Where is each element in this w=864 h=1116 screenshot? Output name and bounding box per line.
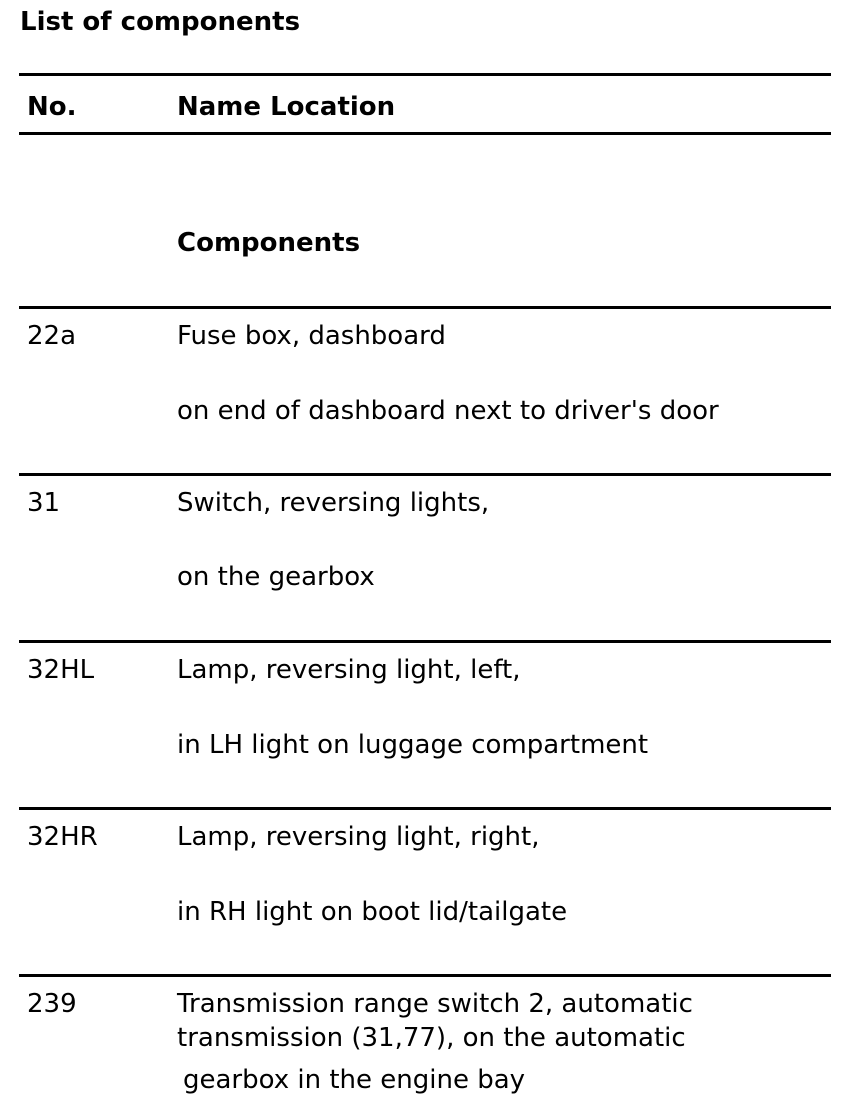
table-top-rule [19, 73, 831, 76]
column-header-name-location: Name Location [177, 92, 396, 122]
row-divider [19, 640, 831, 643]
component-number: 32HL [27, 655, 95, 685]
component-description-line: gearbox in the engine bay [183, 1065, 526, 1095]
component-description-line: transmission (31,77), on the automatic [177, 1023, 686, 1053]
row-divider [19, 306, 831, 309]
component-description-line: Transmission range switch 2, automatic [177, 989, 693, 1019]
row-divider [19, 807, 831, 810]
component-name: Fuse box, dashboard [177, 321, 446, 351]
component-number: 22a [27, 321, 77, 351]
component-name: Lamp, reversing light, left, [177, 655, 521, 685]
page-title: List of components [20, 7, 301, 37]
component-location: on end of dashboard next to driver's door [177, 396, 719, 426]
component-number: 31 [27, 488, 61, 518]
component-number: 32HR [27, 822, 98, 852]
header-bottom-rule [19, 132, 831, 135]
component-location: in RH light on boot lid/tailgate [177, 897, 568, 927]
row-divider [19, 974, 831, 977]
component-name: Switch, reversing lights, [177, 488, 490, 518]
section-heading: Components [177, 228, 361, 258]
component-number: 239 [27, 989, 77, 1019]
component-name: Lamp, reversing light, right, [177, 822, 540, 852]
component-location: in LH light on luggage compartment [177, 730, 649, 760]
row-divider [19, 473, 831, 476]
column-header-no: No. [27, 92, 77, 122]
component-location: on the gearbox [177, 562, 375, 592]
